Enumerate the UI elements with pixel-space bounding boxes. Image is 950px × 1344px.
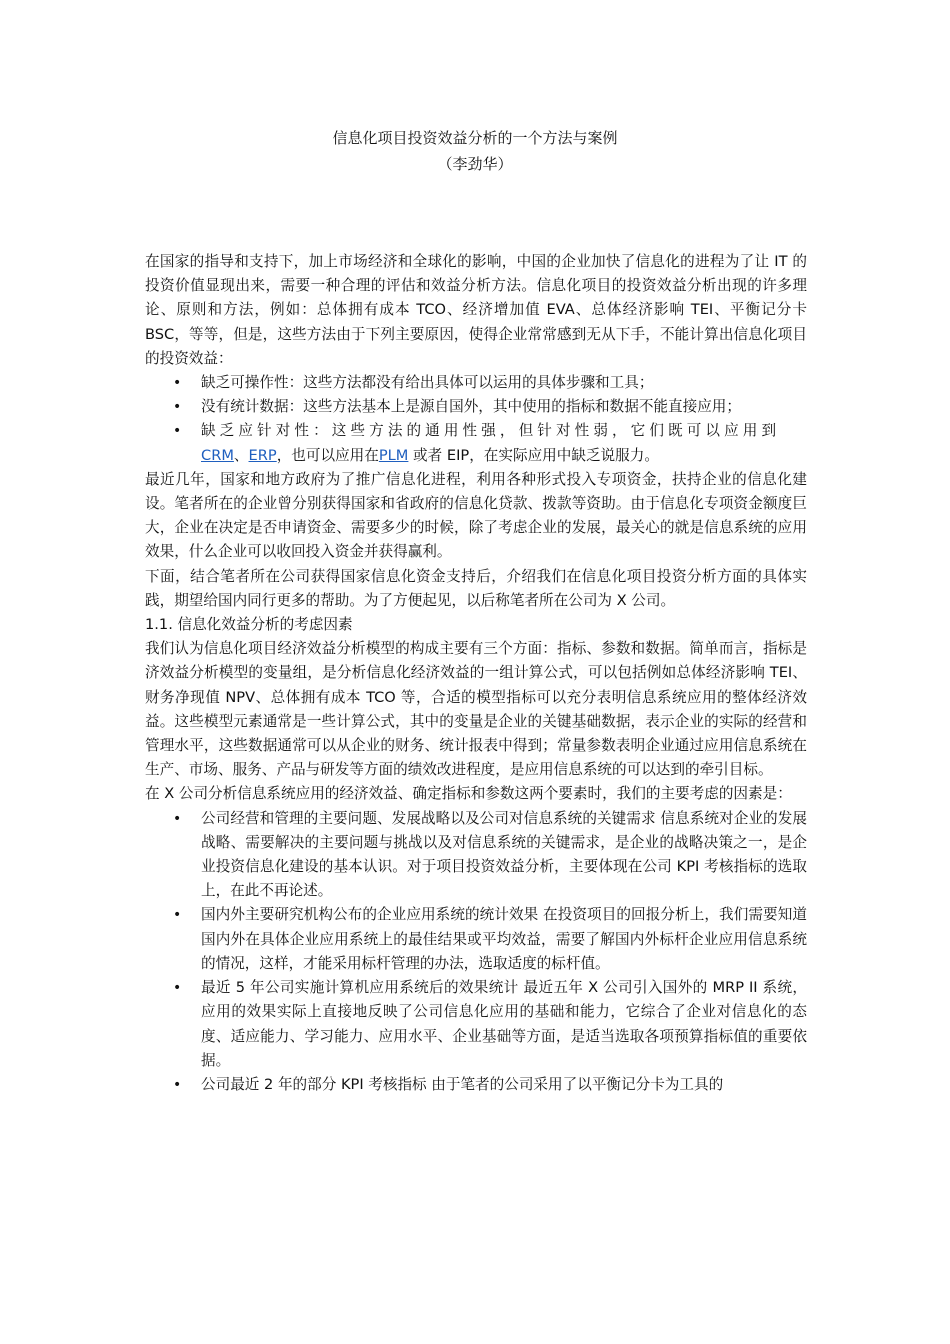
list-item: • 国内外主要研究机构公布的企业应用系统的统计效果 在投资项目的回报分析上，我们需要知道国内外在具体企业应用系统上的最佳结果或平均效益，需要了解国内外标杆企业应用信息系统的情况，这样，才能采用标杆管理的办法，选取适度的标杆值。: [201, 903, 807, 976]
plm-link[interactable]: PLM: [378, 446, 409, 464]
factor-list: [145, 807, 807, 1097]
paragraph-funding: 最近几年，国家和地方政府为了推广信息化进程，利用各种形式投入专项资金，扶持企业的信息化建设。笔者所在的企业曾分别获得国家和省政府的信息化贷款、拨款等资助。由于信息化专项资金额度巨大，企业在决定是否申请资金、需要多少的时候，除了考虑企业的发展，最关心的就是信息系统的应用效果，什么企业可以收回投入资金并获得赢利。: [145, 470, 807, 561]
erp-link[interactable]: ERP: [248, 446, 277, 464]
list-item-text: ，也可以应用在: [276, 446, 379, 464]
problem-list: [145, 371, 807, 468]
list-item: [201, 419, 807, 467]
list-item-text: 缺乏应针对性：这些方法的通用性强，但针对性弱，它们既可以应用到: [201, 422, 781, 440]
section-heading: 1.1. 信息化效益分析的考虑因素: [145, 616, 353, 634]
list-item: • 没有统计数据：这些方法基本上是源自国外，其中使用的指标和数据不能直接应用；: [201, 395, 807, 419]
paragraph-model: 我们认为信息化项目经济效益分析模型的构成主要有三个方面：指标、参数和数据。简单而言，指标是济效益分析模型的变量组，是分析信息化经济效益的一组计算公式，可以包括例如总体经济影响 TEI、财务净现值 NPV、总体拥有成本 TCO 等，合适的模型指标可以充分表明信息系统应用的整体经济效益。这些模型元素通常是一些计算公式，其中的变量是企业的关键基础数据，表示企业的实际的经营和管理水平，这些数据通常可以从企业的财务、统计报表中得到；常量参数表明企业通过应用信息系统在生产、市场、服务、产品与研发等方面的绩效改进程度，是应用信息系统的可以达到的牵引目标。: [145, 640, 807, 779]
paragraph-practice: 下面，结合笔者所在公司获得国家信息化资金支持后，介绍我们在信息化项目投资分析方面的具体实践，期望给国内同行更多的帮助。为了方便起见，以后称笔者所在公司为 X 公司。: [145, 567, 807, 609]
list-item: • 最近 5 年公司实施计算机应用系统后的效果统计 最近五年 X 公司引入国外的 MRP II 系统，应用的效果实际上直接地反映了公司信息化应用的基础和能力，它综合了企业对信息化的态度、适应能力、学习能力、应用水平、企业基础等方面，是适当选取各项预算指标值的重要依据。: [201, 976, 807, 1073]
document-body: [145, 250, 807, 1097]
list-item: • 公司经营和管理的主要问题、发展战略以及公司对信息系统的关键需求 信息系统对企业的发展战略、需要解决的主要问题与挑战以及对信息系统的关键需求，是企业的战略决策之一，是企业投资信息化建设的基本认识。对于项目投资效益分析，主要体现在公司 KPI 考核指标的选取上，在此不再论述。: [201, 807, 807, 904]
list-item: • 公司最近 2 年的部分 KPI 考核指标 由于笔者的公司采用了以平衡记分卡为工具的: [201, 1073, 807, 1097]
list-item: • 缺乏可操作性：这些方法都没有给出具体可以运用的具体步骤和工具；: [201, 371, 807, 395]
document-author: （李劲华）: [437, 155, 513, 173]
separator-text: 、: [233, 446, 249, 464]
list-item-text: 或者 EIP，在实际应用中缺乏说服力。: [408, 446, 659, 464]
intro-paragraph: 在国家的指导和支持下，加上市场经济和全球化的影响，中国的企业加快了信息化的进程为了让 IT 的投资价值显现出来，需要一种合理的评估和效益分析方法。信息化项目的投资效益分析出现的许多理论、原则和方法，例如：总体拥有成本 TCO、经济增加值 EVA、总体经济影响 TEI、平衡记分卡 BSC，等等，但是，这些方法由于下列主要原因，使得企业常常感到无从下手，不能计算出信息化项目的投资效益：: [145, 253, 807, 367]
document-title: 信息化项目投资效益分析的一个方法与案例: [332, 129, 618, 147]
crm-link[interactable]: CRM: [201, 446, 234, 464]
paragraph-factors-intro: 在 X 公司分析信息系统应用的经济效益、确定指标和参数这两个要素时，我们的主要考虑的因素是：: [145, 785, 792, 803]
title-block: [0, 125, 950, 177]
